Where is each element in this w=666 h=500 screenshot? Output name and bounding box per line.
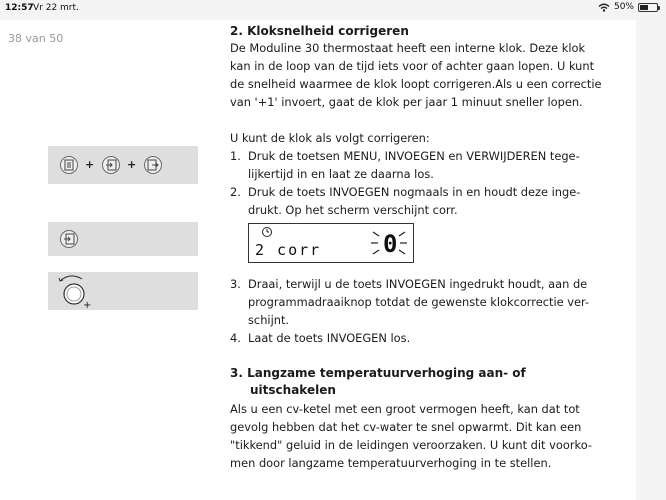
insert-key-icon [60,230,78,248]
step-number: 1. [230,149,241,163]
clock-icon [261,226,273,238]
delete-key-icon [144,156,162,174]
step-line: schijnt. [248,313,290,327]
dial-illustration [48,272,198,310]
wifi-icon [598,3,610,12]
step-line: lijkertijd in en laat ze daarna los. [248,167,434,181]
battery-icon [638,3,658,12]
step-line: drukt. Op het scherm verschijnt corr. [248,203,458,217]
step-line: Druk de toets INVOEGEN nogmaals in en houdt deze inge- [248,185,581,199]
page-indicator: 38 van 50 [8,32,64,45]
insert-key-icon [102,156,120,174]
plus-sign: + [127,158,137,171]
svg-text:+: + [83,300,92,310]
paragraph-line: de snelheid waarmee de klok loopt corrigeren.Als u een correctie [230,77,602,91]
step-line: programmadraaiknop totdat de gewenste klokcorrectie ver- [248,295,590,309]
step-number: 2. [230,185,241,199]
step-line: Druk de toetsen MENU, INVOEGEN en VERWIJDEREN tege- [248,149,580,163]
paragraph-line: men door langzame temperatuurverhoging in te stellen. [230,456,552,470]
key-combo-illustration [48,146,198,184]
rotary-dial-icon [54,272,94,310]
step-number: 3. [230,277,241,291]
lcd-display [248,223,414,263]
step-number: 4. [230,331,241,345]
battery-percent: 50% [613,2,634,12]
menu-key-icon [60,156,78,174]
lcd-text: 2 corr [255,241,322,259]
paragraph-line: De Moduline 30 thermostaat heeft een interne klok. Deze klok [230,41,586,55]
section-3-heading-cont: uitschakelen [250,383,336,397]
section-3-heading: 3. Langzame temperatuurverhoging aan- of [230,366,526,380]
section-2-heading: 2. Kloksnelheid corrigeren [230,24,409,38]
paragraph-line: gevolg hebben dat het cv-water te snel opwarmt. Dit kan een [230,420,582,434]
plus-sign: + [85,158,95,171]
document-page[interactable] [0,20,636,500]
steps-intro: U kunt de klok als volgt corrigeren: [230,131,430,145]
step-line: Draai, terwijl u de toets INVOEGEN ingedrukt houdt, aan de [248,277,588,291]
status-time: 12:57 [5,3,34,13]
paragraph-line: kan in de loop van de tijd iets voor of achter gaan lopen. U kunt [230,59,595,73]
paragraph-line: Als u een cv-ketel met een groot vermogen heeft, kan dat tot [230,402,580,416]
paragraph-line: van '+1' invoert, gaat de klok per jaar 1 minuut sneller lopen. [230,95,583,109]
step-line: Laat de toets INVOEGEN los. [248,331,411,345]
insert-key-illustration [48,222,198,256]
status-date: Vr 22 mrt. [33,3,79,13]
lcd-value: 0 [383,230,398,258]
paragraph-line: "tikkend" geluid in de leidingen veroorzaken. U kunt dit voorko- [230,438,592,452]
status-right [598,2,658,12]
status-bar [0,0,666,18]
